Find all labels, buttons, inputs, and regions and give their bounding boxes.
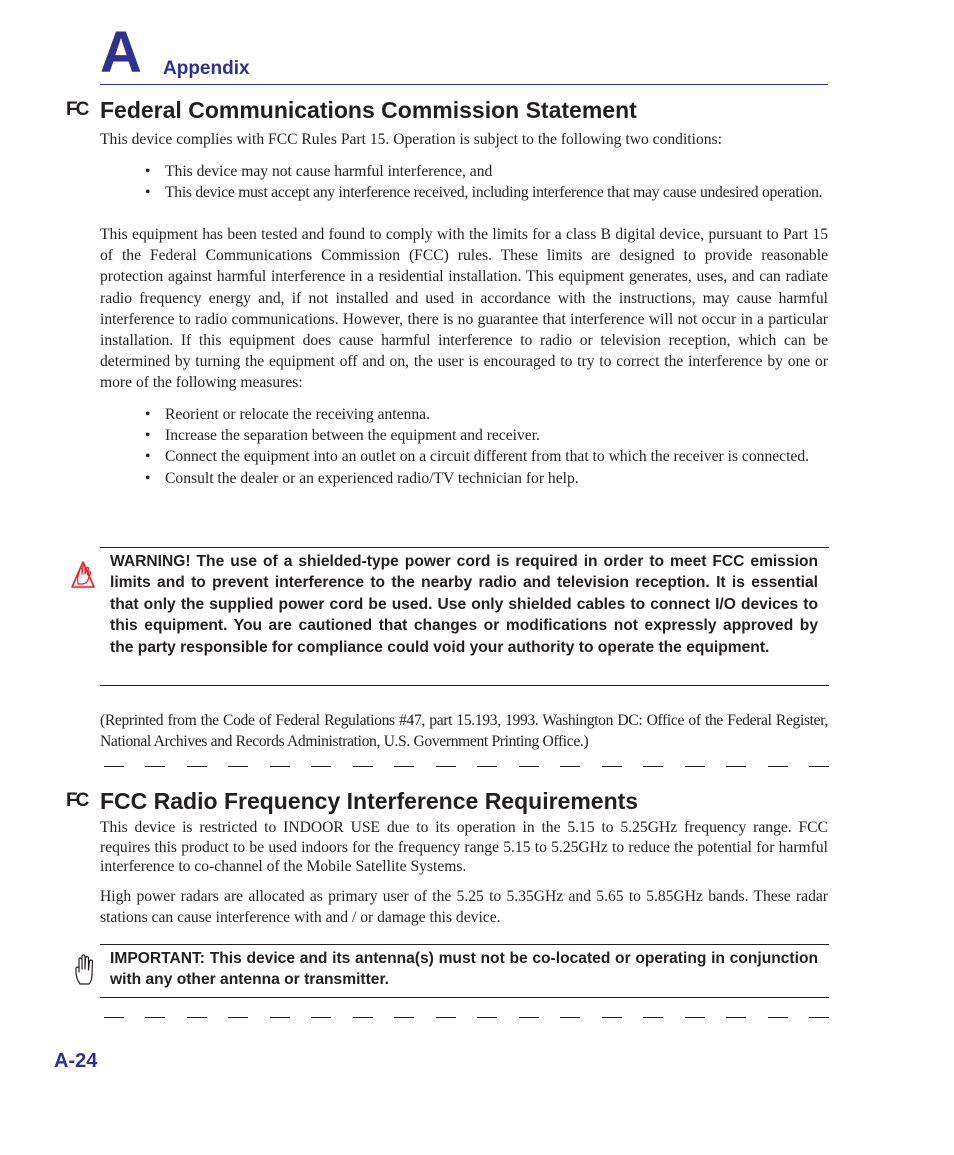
fcc-logo-icon: FC bbox=[66, 99, 88, 120]
bullet-icon: • bbox=[145, 184, 151, 202]
warning-text: WARNING! The use of a shielded-type power cord is required in order to meet FCC emission limits and to prevent interference to the nearby radio and television reception. It is essential that only the supplied power cord be used. Use only shielded cables to connect I/O devices to this equipment. You are cautioned that changes or modifications not expressly approved by the party responsible for compliance could void your authority to operate the equipment. bbox=[110, 553, 818, 656]
conditions-list bbox=[100, 161, 828, 203]
section-title-fcc-statement: Federal Communications Commission Statement bbox=[100, 97, 637, 123]
list-item: • Connect the equipment into an outlet on a circuit different from that to which the receiver is connected. bbox=[100, 446, 828, 467]
section2-paragraph-1: This device is restricted to INDOOR USE due to its operation in the 5.15 to 5.25GHz frequency range. FCC requires this product to be used indoors for the frequency range 5.15 to 5.25GHz to reduce the potential for harmful interference to co-channel of the Mobile Satellite Systems. bbox=[100, 819, 828, 875]
header-rule bbox=[100, 84, 828, 85]
important-text: IMPORTANT: This device and its antenna(s) must not be co-located or operating in conjunction with any other antenna or transmitter. bbox=[110, 950, 818, 989]
bullet-icon: • bbox=[145, 163, 151, 180]
bullet-icon: • bbox=[145, 427, 151, 445]
dashed-separator bbox=[104, 1017, 829, 1018]
warning-hand-icon bbox=[68, 557, 98, 589]
appendix-label: Appendix bbox=[163, 58, 250, 79]
list-item: • Consult the dealer or an experienced radio/TV technician for help. bbox=[100, 468, 828, 489]
section1-intro: This device complies with FCC Rules Part 15. Operation is subject to the following two conditions: bbox=[100, 131, 722, 148]
important-hand-icon bbox=[72, 953, 98, 987]
list-item: • This device must accept any interference received, including interference that may cause undesired operation. bbox=[100, 182, 828, 203]
section2-paragraph-2: High power radars are allocated as primary user of the 5.25 to 5.35GHz and 5.65 to 5.85GHz bands. These radar stations can cause interference with and / or damage this device. bbox=[100, 888, 828, 927]
page-number: A-24 bbox=[54, 1050, 98, 1072]
section1-paragraph: This equipment has been tested and found to comply with the limits for a class B digital device, pursuant to Part 15 of the Federal Communications Commission (FCC) rules. These limits are designed to provide reasonable protection against harmful interference in a residential installation. This equipment generates, uses, and can radiate radio frequency energy and, if not installed and used in accordance with the instructions, may cause harmful interference to radio communications. However, there is no guarantee that interference will not occur in a particular installation. If this equipment does cause harmful interference to radio or television reception, which can be determined by turning the equipment off and on, the user is encouraged to try to correct the interference by one or more of the following measures: bbox=[100, 226, 828, 392]
section-title-rf-requirements: FCC Radio Frequency Interference Requirements bbox=[100, 788, 639, 814]
bullet-icon: • bbox=[145, 448, 151, 466]
measures-list bbox=[100, 404, 828, 489]
important-bottom-rule bbox=[100, 997, 829, 998]
warning-bottom-rule bbox=[100, 685, 829, 686]
fcc-logo-icon: FC bbox=[66, 790, 88, 811]
important-top-rule bbox=[100, 944, 829, 945]
list-item: • Increase the separation between the equipment and receiver. bbox=[100, 425, 828, 446]
appendix-letter: A bbox=[100, 20, 142, 85]
dashed-separator bbox=[104, 766, 829, 767]
bullet-icon: • bbox=[145, 469, 151, 487]
reprint-note: (Reprinted from the Code of Federal Regulations #47, part 15.193, 1993. Washington DC: Office of the Federal Register, National Archives and Records Administration, U.S. Government Printing Office.) bbox=[100, 712, 828, 751]
warning-top-rule bbox=[100, 547, 829, 548]
list-item: • This device may not cause harmful interference, and bbox=[100, 161, 828, 182]
bullet-icon: • bbox=[145, 406, 151, 423]
list-item: • Reorient or relocate the receiving antenna. bbox=[100, 404, 828, 425]
